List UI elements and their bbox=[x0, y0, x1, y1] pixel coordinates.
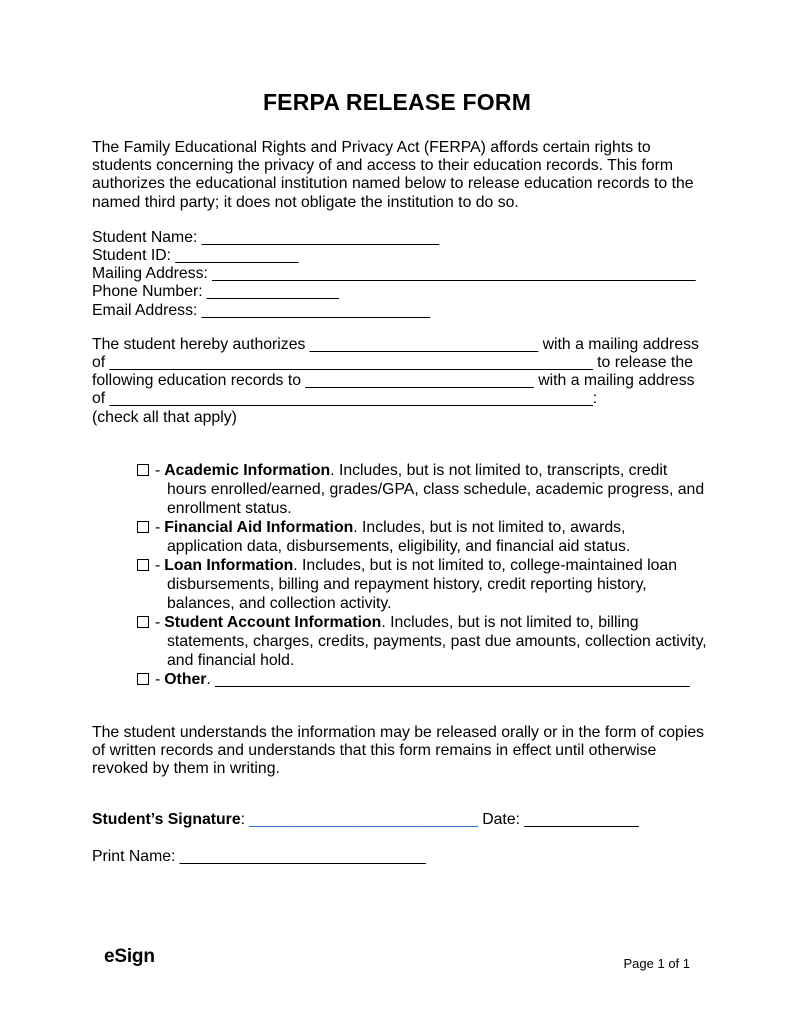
checklist-item-academic bbox=[137, 461, 705, 518]
item-text: enrollment status. bbox=[167, 499, 292, 517]
document-content bbox=[92, 0, 707, 866]
signature-field[interactable]: __________________________ bbox=[249, 811, 478, 829]
dash: - bbox=[155, 556, 161, 574]
item-label: Academic Information bbox=[164, 461, 331, 479]
recipient-field[interactable]: __________________________ bbox=[305, 372, 534, 390]
item-text: . Includes, but is not limited to, college-maintained loan bbox=[293, 556, 677, 574]
auth-text: with a mailing address bbox=[533, 372, 695, 390]
auth-text: of bbox=[92, 354, 110, 372]
checklist-item-financial-aid bbox=[137, 518, 702, 556]
item-text: and financial hold. bbox=[167, 651, 295, 669]
item-text: hours enrolled/earned, grades/GPA, class schedule, academic progress, and bbox=[167, 480, 705, 498]
print-name-field[interactable]: ____________________________ bbox=[179, 847, 426, 865]
intro-line: students concerning the privacy of and access to their education records. This form bbox=[92, 157, 673, 175]
auth-text: following education records to bbox=[92, 372, 306, 390]
page-title: FERPA RELEASE FORM bbox=[262, 89, 532, 115]
student-id-field[interactable]: ______________ bbox=[175, 247, 299, 265]
auth-text: with a mailing address bbox=[538, 335, 699, 353]
authorized-party-field[interactable]: __________________________ bbox=[309, 335, 539, 353]
auth-text: : bbox=[592, 390, 598, 408]
checklist-item-other bbox=[137, 670, 702, 689]
dash: - bbox=[155, 518, 161, 536]
student-name-label: Student Name: bbox=[92, 228, 202, 246]
closing-line: The student understands the information may be released orally or in the form of copies bbox=[92, 723, 705, 741]
mailing-address-label: Mailing Address: bbox=[92, 265, 213, 283]
intro-line: The Family Educational Rights and Privacy Act (FERPA) affords certain rights to bbox=[92, 139, 651, 156]
date-label: Date: bbox=[477, 811, 525, 829]
mailing-address-field[interactable]: _______________________________________________________ bbox=[212, 265, 696, 283]
item-text: . Includes, but is not limited to, billing bbox=[381, 613, 639, 631]
item-label: Financial Aid Information bbox=[164, 518, 354, 536]
other-field[interactable]: ______________________________________________________ bbox=[215, 670, 690, 688]
dash: - bbox=[155, 670, 161, 688]
student-name-field[interactable]: ___________________________ bbox=[201, 228, 439, 246]
authorization-paragraph bbox=[92, 336, 702, 427]
records-checklist bbox=[137, 461, 707, 689]
checkbox-loan[interactable] bbox=[137, 559, 149, 571]
checkbox-academic[interactable] bbox=[137, 464, 149, 476]
checkbox-financial-aid[interactable] bbox=[137, 521, 149, 533]
intro-line: named third party; it does not obligate the institution to do so. bbox=[92, 193, 519, 211]
dash: - bbox=[155, 613, 161, 631]
intro-paragraph bbox=[92, 139, 702, 212]
signature-label: Student’s Signature bbox=[92, 811, 241, 829]
auth-text: to release the bbox=[592, 354, 693, 372]
student-info-fields bbox=[92, 229, 702, 320]
dash: - bbox=[155, 461, 161, 479]
item-text: application data, disbursements, eligibility, and financial aid status. bbox=[167, 537, 631, 555]
checkbox-other[interactable] bbox=[137, 673, 149, 685]
esign-logo: eSign bbox=[104, 946, 155, 967]
student-id-label: Student ID: bbox=[92, 247, 176, 265]
signature-row bbox=[92, 811, 702, 829]
closing-line: revoked by them in writing. bbox=[92, 760, 280, 778]
checklist-item-loan bbox=[137, 556, 702, 613]
student-name-row bbox=[92, 229, 702, 247]
mailing-address-row bbox=[92, 265, 702, 283]
check-all-note: (check all that apply) bbox=[92, 408, 237, 426]
item-label: Loan Information bbox=[164, 556, 294, 574]
item-text: statements, charges, credits, payments, past due amounts, collection activity, bbox=[167, 632, 707, 650]
item-text: . Includes, but is not limited to, transcripts, credit bbox=[330, 461, 668, 479]
institution-address-field[interactable]: _______________________________________________________ bbox=[109, 354, 593, 372]
student-id-row bbox=[92, 247, 702, 265]
auth-text: of bbox=[92, 390, 110, 408]
phone-number-row bbox=[92, 283, 702, 301]
email-address-row bbox=[92, 302, 702, 320]
phone-number-label: Phone Number: bbox=[92, 283, 208, 301]
email-address-field[interactable]: __________________________ bbox=[201, 301, 431, 319]
email-address-label: Email Address: bbox=[92, 301, 202, 319]
closing-paragraph bbox=[92, 723, 705, 779]
recipient-address-field[interactable]: _______________________________________________________ bbox=[109, 390, 593, 408]
intro-line: authorizes the educational institution named below to release education records to the bbox=[92, 175, 694, 193]
checklist-item-student-account bbox=[137, 613, 707, 670]
print-name-label: Print Name: bbox=[92, 847, 180, 865]
auth-text: The student hereby authorizes bbox=[92, 335, 310, 353]
print-name-row bbox=[92, 848, 702, 866]
item-text: . bbox=[206, 670, 216, 688]
item-label: Other bbox=[164, 670, 207, 688]
date-field[interactable]: _____________ bbox=[524, 811, 639, 829]
item-label: Student Account Information bbox=[164, 613, 382, 631]
checkbox-student-account[interactable] bbox=[137, 616, 149, 628]
item-text: . Includes, but is not limited to, awards, bbox=[353, 518, 626, 536]
closing-line: of written records and understands that this form remains in effect until otherwise bbox=[92, 742, 657, 760]
signature-colon: : bbox=[240, 811, 250, 829]
phone-number-field[interactable]: _______________ bbox=[207, 283, 339, 301]
item-text: disbursements, billing and repayment history, credit reporting history, bbox=[167, 575, 647, 593]
page-number: Page 1 of 1 bbox=[623, 956, 690, 971]
item-text: balances, and collection activity. bbox=[167, 594, 392, 612]
